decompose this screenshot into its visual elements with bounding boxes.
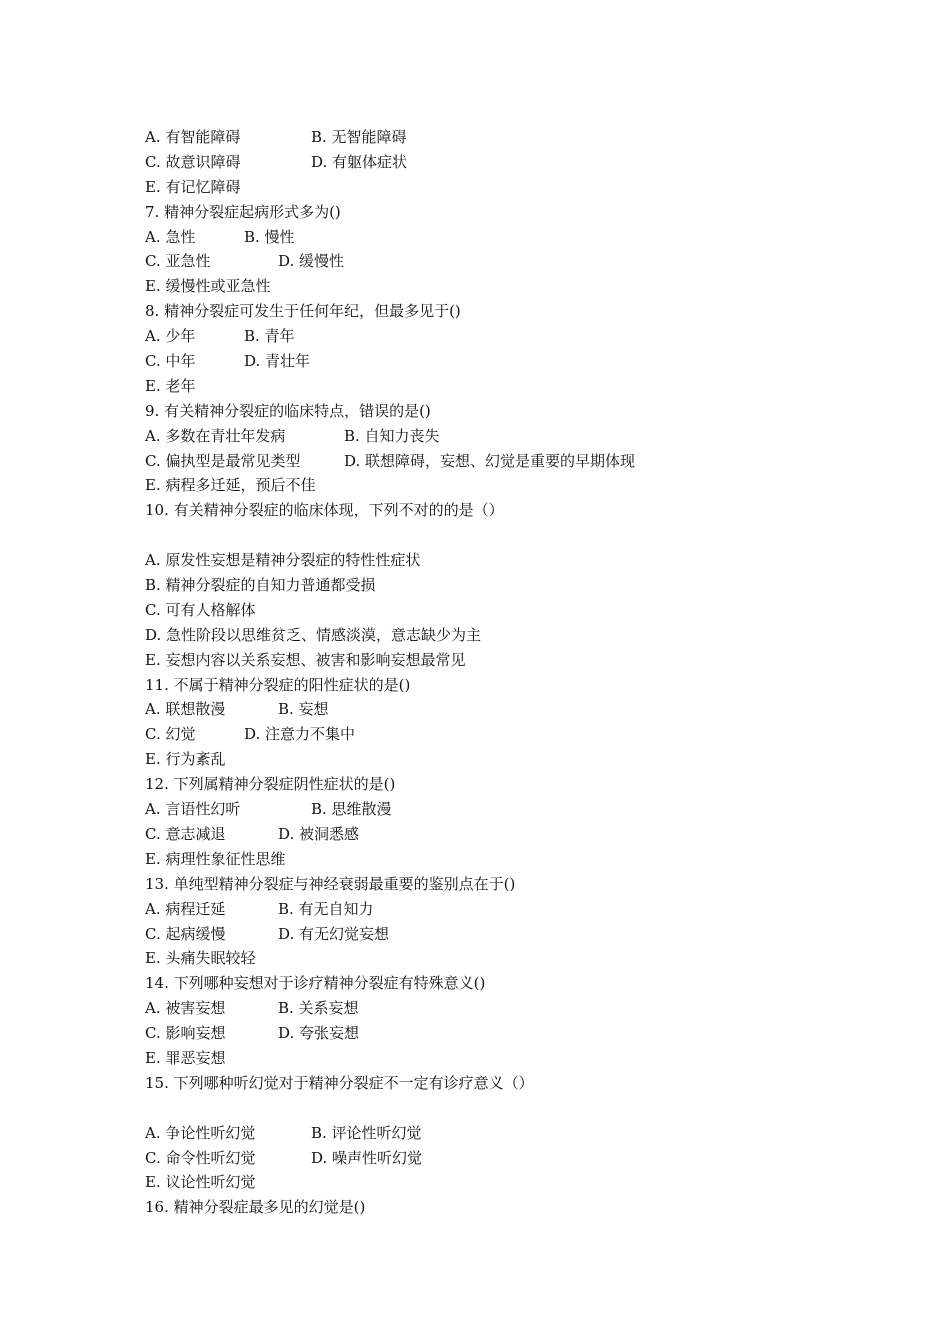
text-line: 11. 不属于精神分裂症的阳性症状的是() bbox=[145, 675, 411, 694]
text-line: 16. 精神分裂症最多见的幻觉是() bbox=[145, 1198, 366, 1217]
text-line: D. 急性阶段以思维贫乏、情感淡漠，意志缺少为主 bbox=[145, 625, 482, 644]
option-row bbox=[145, 922, 865, 947]
text-line: E. 有记忆障碍 bbox=[145, 177, 241, 196]
option-left: C. 亚急性 bbox=[145, 252, 211, 271]
option-left: A. 急性 bbox=[145, 227, 196, 246]
text-line: E. 缓慢性或亚急性 bbox=[145, 277, 271, 296]
option-right: D. 有躯体症状 bbox=[311, 152, 408, 171]
option-right: D. 青壮年 bbox=[244, 352, 311, 371]
option-left: C. 意志减退 bbox=[145, 824, 226, 843]
blank-line bbox=[145, 1096, 865, 1121]
option-row bbox=[145, 424, 865, 449]
option-left: A. 多数在青壮年发病 bbox=[145, 426, 286, 445]
option-left: C. 中年 bbox=[145, 352, 196, 371]
text-line: 7. 精神分裂症起病形式多为() bbox=[145, 202, 341, 221]
option-row bbox=[145, 722, 865, 747]
option-left: C. 幻觉 bbox=[145, 725, 196, 744]
option-row bbox=[145, 822, 865, 847]
option-left: C. 影响妄想 bbox=[145, 1024, 226, 1043]
text-line: E. 妄想内容以关系妄想、被害和影响妄想最常见 bbox=[145, 650, 466, 669]
option-right: D. 注意力不集中 bbox=[244, 725, 356, 744]
text-line: 12. 下列属精神分裂症阴性症状的是() bbox=[145, 775, 396, 794]
option-row bbox=[145, 150, 865, 175]
text-line: 13. 单纯型精神分裂症与神经衰弱最重要的鉴别点在于() bbox=[145, 874, 516, 893]
option-right: D. 被洞悉感 bbox=[278, 824, 360, 843]
text-line: E. 病程多迁延，预后不佳 bbox=[145, 476, 316, 495]
text-line: E. 老年 bbox=[145, 376, 196, 395]
text-line: 14. 下列哪种妄想对于诊疗精神分裂症有特殊意义() bbox=[145, 974, 486, 993]
option-right: B. 有无自知力 bbox=[278, 899, 374, 918]
option-left: C. 偏执型是最常见类型 bbox=[145, 451, 301, 470]
option-right: B. 思维散漫 bbox=[311, 800, 392, 819]
text-line: E. 议论性听幻觉 bbox=[145, 1173, 256, 1192]
option-left: A. 少年 bbox=[145, 327, 196, 346]
option-right: B. 慢性 bbox=[244, 227, 295, 246]
option-right: D. 联想障碍，妄想、幻觉是重要的早期体现 bbox=[344, 451, 636, 470]
blank-line bbox=[145, 523, 865, 548]
text-line: E. 病理性象征性思维 bbox=[145, 849, 286, 868]
text-line: 8. 精神分裂症可发生于任何年纪，但最多见于() bbox=[145, 302, 461, 321]
option-right: B. 关系妄想 bbox=[278, 999, 359, 1018]
option-left: A. 被害妄想 bbox=[145, 999, 226, 1018]
option-right: D. 缓慢性 bbox=[278, 252, 345, 271]
option-left: A. 病程迁延 bbox=[145, 899, 226, 918]
option-left: A. 联想散漫 bbox=[145, 700, 226, 719]
option-right: D. 噪声性听幻觉 bbox=[311, 1148, 423, 1167]
option-left: C. 故意识障碍 bbox=[145, 152, 241, 171]
option-row bbox=[145, 324, 865, 349]
option-right: B. 妄想 bbox=[278, 700, 329, 719]
question-list bbox=[145, 125, 865, 1220]
option-right: B. 青年 bbox=[244, 327, 295, 346]
option-row bbox=[145, 249, 865, 274]
option-row bbox=[145, 1121, 865, 1146]
text-line: B. 精神分裂症的自知力普通都受损 bbox=[145, 576, 376, 595]
option-row bbox=[145, 449, 865, 474]
option-left: A. 有智能障碍 bbox=[145, 128, 241, 146]
option-row bbox=[145, 1021, 865, 1046]
option-row bbox=[145, 225, 865, 250]
option-row bbox=[145, 1146, 865, 1171]
option-right: D. 有无幻觉妄想 bbox=[278, 924, 390, 943]
option-row bbox=[145, 125, 865, 150]
text-line: E. 头痛失眠较轻 bbox=[145, 949, 256, 968]
option-right: B. 自知力丧失 bbox=[344, 426, 440, 445]
text-line: 9. 有关精神分裂症的临床特点，错误的是() bbox=[145, 401, 431, 420]
option-right: D. 夸张妄想 bbox=[278, 1024, 360, 1043]
option-left: C. 起病缓慢 bbox=[145, 924, 226, 943]
option-left: C. 命令性听幻觉 bbox=[145, 1148, 256, 1167]
option-left: A. 言语性幻听 bbox=[145, 800, 241, 819]
text-line: E. 罪恶妄想 bbox=[145, 1048, 226, 1067]
option-right: B. 评论性听幻觉 bbox=[311, 1123, 422, 1142]
text-line: C. 可有人格解体 bbox=[145, 600, 256, 619]
text-line: A. 原发性妄想是精神分裂症的特性性症状 bbox=[145, 551, 421, 570]
text-line: 10. 有关精神分裂症的临床体现，下列不对的的是（） bbox=[145, 501, 504, 520]
option-row bbox=[145, 797, 865, 822]
option-row bbox=[145, 996, 865, 1021]
option-right: B. 无智能障碍 bbox=[311, 128, 407, 146]
option-left: A. 争论性听幻觉 bbox=[145, 1123, 256, 1142]
text-line: E. 行为紊乱 bbox=[145, 750, 226, 769]
option-row bbox=[145, 697, 865, 722]
text-line: 15. 下列哪种听幻觉对于精神分裂症不一定有诊疗意义（） bbox=[145, 1073, 534, 1092]
option-row bbox=[145, 349, 865, 374]
option-row bbox=[145, 897, 865, 922]
